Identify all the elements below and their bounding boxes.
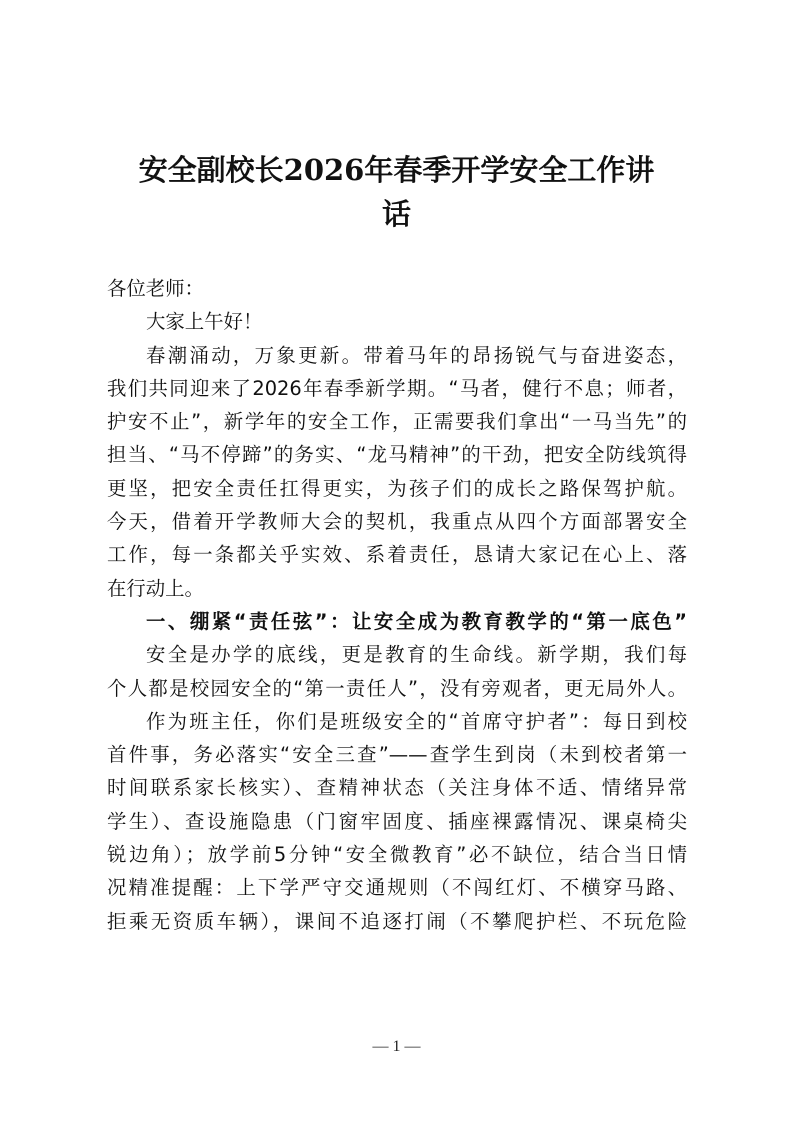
document-body xyxy=(107,272,687,938)
text-line: 拒乘无资质车辆），课间不追逐打闹（不攀爬护栏、不玩危险 xyxy=(107,909,687,933)
text-line: 时间联系家长核实）、查精神状态（关注身体不适、情绪异常 xyxy=(107,776,687,800)
text-line: 在行动上。 xyxy=(107,576,204,600)
text-line: 担当、“马不停蹄”的务实、“龙马精神”的干劲，把安全防线筑得 xyxy=(107,443,687,467)
section-heading: 一、绷紧“责任弦”：让安全成为教育教学的“第一底色” xyxy=(146,609,687,633)
text-line: 首件事，务必落实“安全三查”——查学生到岗（未到校者第一 xyxy=(107,743,687,767)
document-title xyxy=(100,148,693,236)
text-line: 安全是办学的底线，更是教育的生命线。新学期，我们每 xyxy=(146,643,687,667)
text-line: 春潮涌动，万象更新。带着马年的昂扬锐气与奋进姿态， xyxy=(146,343,687,367)
text-line: 况精准提醒：上下学严守交通规则（不闯红灯、不横穿马路、 xyxy=(107,876,687,900)
page-number: — 1 — xyxy=(372,1038,421,1055)
text-line: 更坚，把安全责任扛得更实，为孩子们的成长之路保驾护航。 xyxy=(107,476,687,500)
text-line: 个人都是校园安全的“第一责任人”，没有旁观者，更无局外人。 xyxy=(107,676,687,700)
text-line: 大家上午好！ xyxy=(146,310,263,334)
text-line: 学生）、查设施隐患（门窗牢固度、插座裸露情况、课桌椅尖 xyxy=(107,809,687,833)
text-line: 今天，借着开学教师大会的契机，我重点从四个方面部署安全 xyxy=(107,510,687,534)
text-line: 工作，每一条都关乎实效、系着责任，恳请大家记在心上、落 xyxy=(107,543,687,567)
text-line: 护安不止”，新学年的安全工作，正需要我们拿出“一马当先”的 xyxy=(107,410,687,434)
paragraph-lines xyxy=(107,305,687,938)
title-line-1: 安全副校长2026年春季开学安全工作讲 xyxy=(138,153,655,187)
title-line-2: 话 xyxy=(381,197,411,231)
salutation: 各位老师： xyxy=(107,277,204,300)
text-line: 作为班主任，你们是班级安全的“首席守护者”：每日到校 xyxy=(146,709,687,733)
text-line: 我们共同迎来了2026年春季新学期。“马者，健行不息；师者， xyxy=(107,376,687,400)
text-line: 锐边角）；放学前5分钟“安全微教育”必不缺位，结合当日情 xyxy=(107,843,687,867)
